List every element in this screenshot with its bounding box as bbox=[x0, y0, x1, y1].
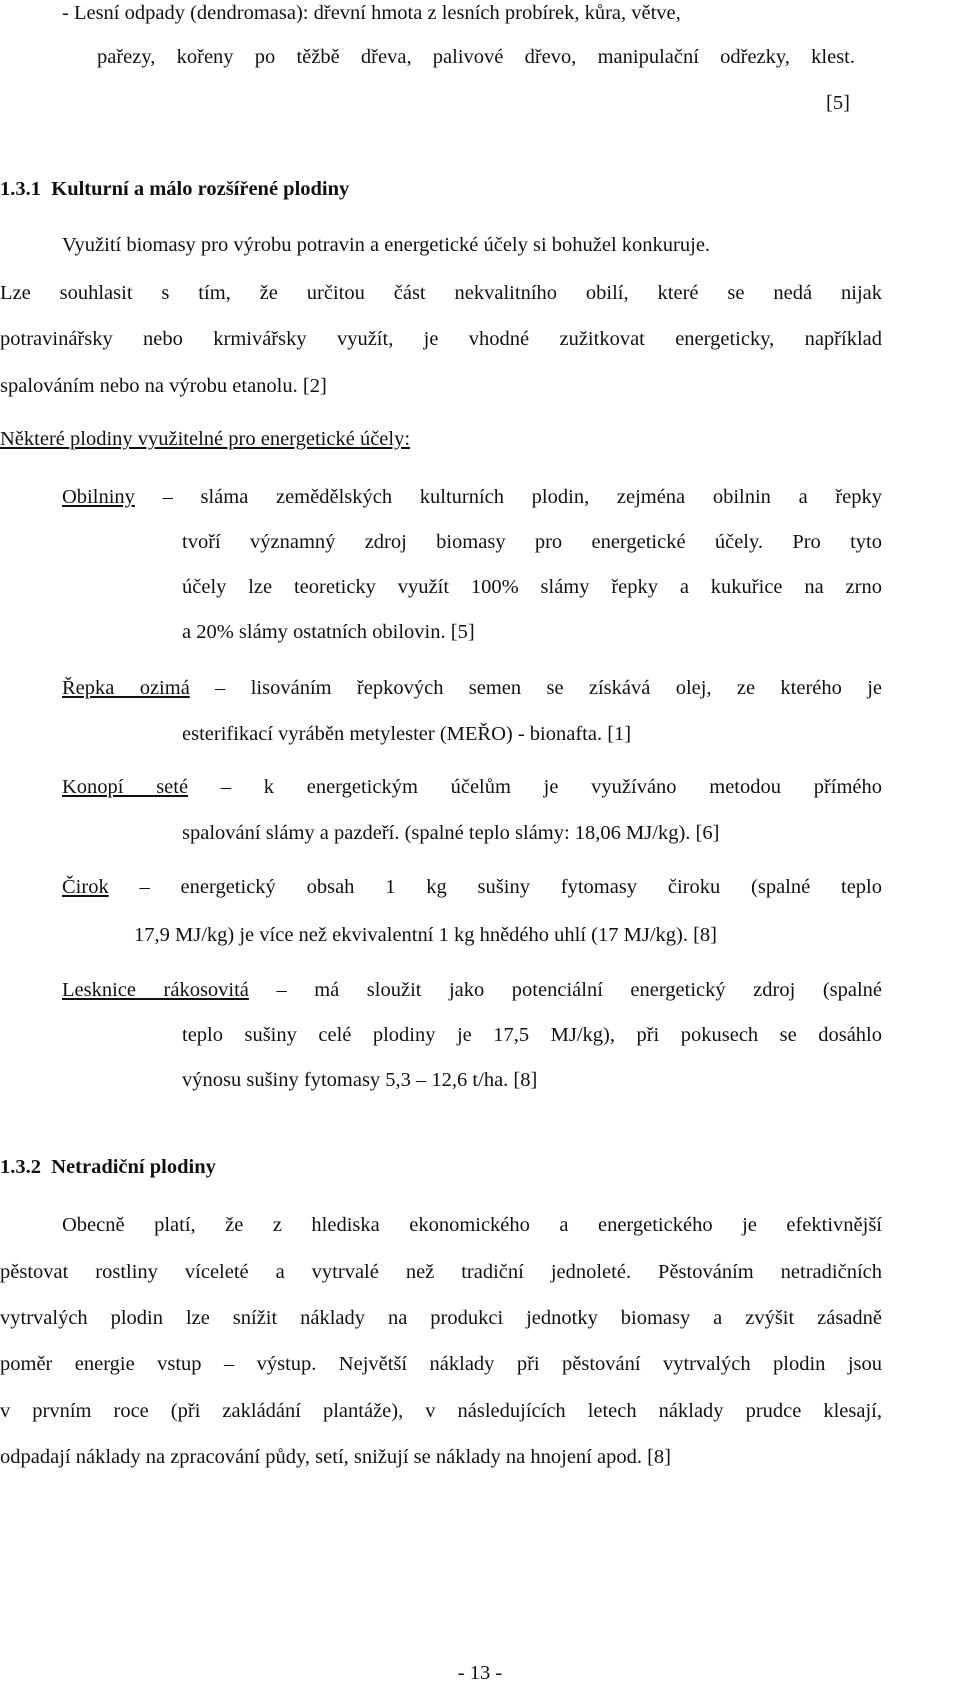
section-132-para-line5: v prvním roce (při zakládání plantáže), v následujících letech náklady prudce klesají, bbox=[0, 1400, 882, 1422]
crops-list-heading: Některé plodiny využitelné pro energetické účely: bbox=[0, 428, 411, 450]
crop-text: tvoří významný zdroj biomasy pro energetické účely. Pro tyto bbox=[182, 531, 882, 553]
crop-dash: – bbox=[139, 876, 150, 898]
crop-text: má sloužit jako potenciální energetický zdroj (spalné bbox=[314, 979, 882, 1001]
section-131-para-line2: Lze souhlasit s tím, že určitou část nekvalitního obilí, které se nedá nijak bbox=[0, 282, 882, 304]
section-132-number: 1.3.2 bbox=[0, 1156, 41, 1178]
section-131-para-line1: Využití biomasy pro výrobu potravin a energetické účely si bohužel konkuruje. bbox=[62, 234, 711, 256]
section-131-number: 1.3.1 bbox=[0, 178, 41, 200]
section-131-heading bbox=[0, 166, 349, 212]
bullet-forest-waste-line1: - Lesní odpady (dendromasa): dřevní hmota z lesních probírek, kůra, větve, bbox=[62, 2, 681, 24]
crop-name: Konopí seté bbox=[62, 776, 189, 798]
crop-text: esterifikací vyráběn metylester (MEŘO) - bionafta. [1] bbox=[182, 723, 632, 745]
crop-text: lisováním řepkových semen se získává olej, ze kterého je bbox=[250, 677, 882, 699]
crop-item-repka bbox=[62, 665, 882, 711]
crop-item-cirok bbox=[62, 864, 882, 910]
crop-text: výnosu sušiny fytomasy 5,3 – 12,6 t/ha. [8] bbox=[182, 1069, 538, 1091]
page-number: - 13 - bbox=[457, 1662, 503, 1684]
section-131-para-line3: potravinářsky nebo krmivářsky využít, je vhodné zužitkovat energeticky, například bbox=[0, 328, 882, 350]
section-132-para-line4: poměr energie vstup – výstup. Největší náklady při pěstování vytrvalých plodin jsou bbox=[0, 1353, 882, 1375]
crop-text: k energetickým účelům je využíváno metodou přímého bbox=[263, 776, 882, 798]
section-132-para-line2: pěstovat rostliny víceleté a vytrvalé než tradiční jednoleté. Pěstováním netradičních bbox=[0, 1261, 882, 1283]
bullet-forest-waste-ref: [5] bbox=[826, 92, 850, 114]
crop-text: spalování slámy a pazdeří. (spalné teplo slámy: 18,06 MJ/kg). [6] bbox=[182, 822, 720, 844]
bullet-forest-waste-line2: pařezy, kořeny po těžbě dřeva, palivové dřevo, manipulační odřezky, klest. bbox=[97, 46, 855, 68]
crop-dash: – bbox=[276, 979, 287, 1001]
crop-dash: – bbox=[220, 776, 232, 798]
crop-item-konopi bbox=[62, 764, 882, 810]
crop-name: Lesknice rákosovitá bbox=[62, 979, 249, 1001]
crop-text: sláma zemědělských kulturních plodin, zejména obilnin a řepky bbox=[200, 486, 882, 508]
section-131-para-line4: spalováním nebo na výrobu etanolu. [2] bbox=[0, 375, 327, 397]
crop-dash: – bbox=[215, 677, 226, 699]
section-132-title: Netradiční plodiny bbox=[51, 1156, 216, 1178]
crop-name: Čirok bbox=[62, 876, 109, 898]
crop-text: 17,9 MJ/kg) je více než ekvivalentní 1 kg hnědého uhlí (17 MJ/kg). [8] bbox=[134, 924, 717, 946]
section-132-heading bbox=[0, 1144, 216, 1190]
crop-item-lesknice bbox=[62, 967, 882, 1013]
section-132-para-line1: Obecně platí, že z hlediska ekonomického a energetického je efektivnější bbox=[62, 1214, 882, 1236]
section-131-title: Kulturní a málo rozšířené plodiny bbox=[51, 178, 350, 200]
crop-name: Řepka ozimá bbox=[62, 677, 190, 699]
crop-text: teplo sušiny celé plodiny je 17,5 MJ/kg), při pokusech se dosáhlo bbox=[182, 1024, 882, 1046]
crop-text: účely lze teoreticky využít 100% slámy řepky a kukuřice na zrno bbox=[182, 576, 882, 598]
crop-text: a 20% slámy ostatních obilovin. [5] bbox=[182, 621, 475, 643]
crop-item-obilniny bbox=[62, 474, 882, 520]
section-132-para-line6: odpadají náklady na zpracování půdy, setí, snižují se náklady na hnojení apod. [8] bbox=[0, 1446, 671, 1468]
crop-name: Obilniny bbox=[62, 486, 135, 508]
section-132-para-line3: vytrvalých plodin lze snížit náklady na produkci jednotky biomasy a zvýšit zásadně bbox=[0, 1307, 882, 1329]
crop-text: energetický obsah 1 kg sušiny fytomasy čiroku (spalné teplo bbox=[180, 876, 882, 898]
crop-dash: – bbox=[162, 486, 173, 508]
